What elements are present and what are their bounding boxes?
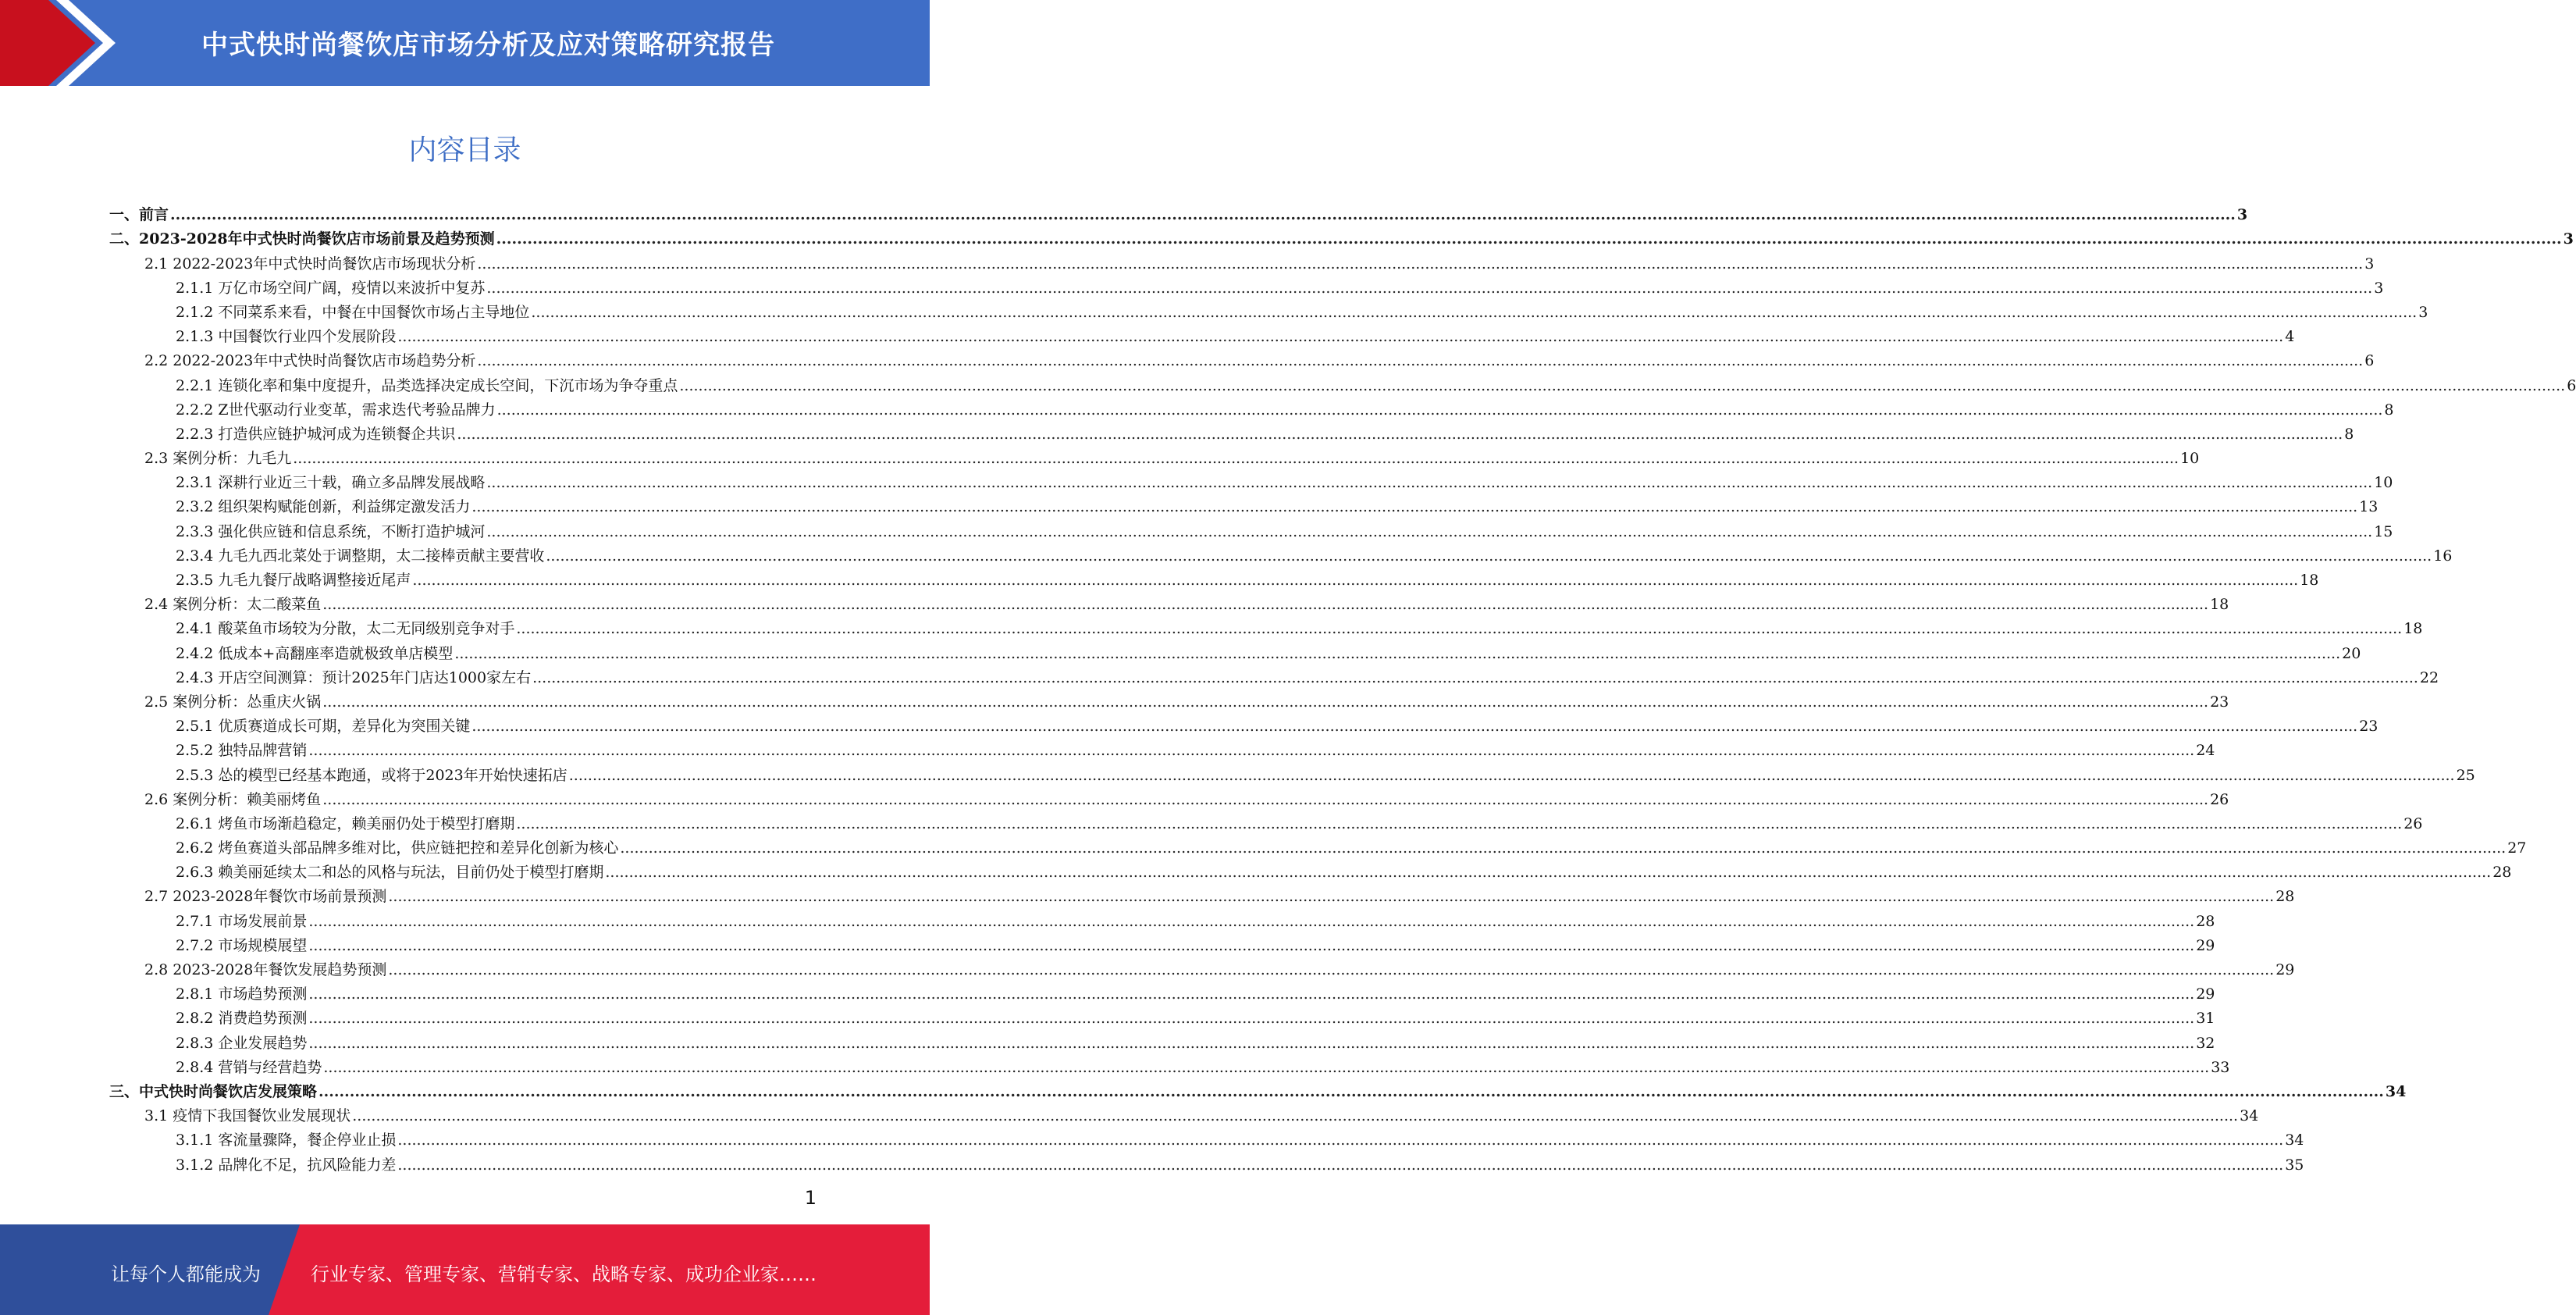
toc-entry[interactable] [109, 1076, 2407, 1100]
footer-slogan-left: 让每个人都能成为 [111, 1263, 261, 1285]
toc-leader-dots: ................................................................................................................................................................................................................................................................................................................................................................................................................ [308, 1010, 2195, 1028]
footer-slogan-right: 行业专家、管理专家、营销专家、战略专家、成功企业家…… [311, 1263, 817, 1285]
toc-entry-page: 28 [2492, 864, 2512, 882]
toc-entry-label: 2.5.2 独特品牌营销 [176, 742, 308, 760]
toc-leader-dots: ................................................................................................................................................................................................................................................................................................................................................................................................................ [486, 279, 2373, 297]
toc-entry-label: 2.3.1 深耕行业近三十载，确立多品牌发展战略 [176, 474, 486, 492]
page-number: 1 [804, 1187, 817, 1209]
toc-leader-dots: ................................................................................................................................................................................................................................................................................................................................................................................................................ [308, 936, 2195, 954]
toc-entry[interactable] [109, 637, 2361, 662]
toc-entry-page: 26 [2210, 790, 2229, 808]
toc-leader-dots: ................................................................................................................................................................................................................................................................................................................................................................................................................ [486, 522, 2373, 540]
toc-entry-page: 3 [2418, 303, 2428, 321]
toc-entry-page: 3 [2236, 206, 2248, 224]
toc-entry[interactable] [109, 613, 2423, 638]
toc-entry-label: 2.6.3 赖美丽延续太二和怂的风格与玩法，目前仍处于模型打磨期 [176, 864, 604, 882]
toc-leader-dots: ................................................................................................................................................................................................................................................................................................................................................................................................................ [322, 693, 2209, 711]
toc-entry[interactable] [109, 905, 2215, 930]
toc-entry-page: 6 [2567, 376, 2576, 394]
toc-entry-page: 3 [2364, 255, 2375, 273]
header-banner [0, 0, 930, 86]
toc-entry-label: 2.5 案例分析：怂重庆火锅 [144, 693, 322, 711]
toc-leader-dots: ................................................................................................................................................................................................................................................................................................................................................................................................................ [397, 1156, 2284, 1174]
toc-leader-dots: ................................................................................................................................................................................................................................................................................................................................................................................................................ [388, 888, 2275, 906]
toc-entry[interactable] [109, 369, 2576, 394]
toc-entry-page: 8 [2384, 401, 2394, 419]
toc-entry[interactable] [109, 759, 2475, 784]
toc-entry-label: 2.4.3 开店空间测算：预计2025年门店达1000家左右 [176, 668, 532, 686]
toc-entry-label: 2.7.2 市场规模展望 [176, 936, 308, 954]
toc-entry-label: 3.1.2 品牌化不足，抗风险能力差 [176, 1156, 397, 1174]
toc-entry-label: 2.2.3 打造供应链护城河成为连锁餐企共识 [176, 425, 456, 443]
toc-entry[interactable] [109, 321, 2295, 346]
table-of-contents [109, 199, 2576, 1174]
toc-entry-page: 29 [2275, 961, 2295, 978]
toc-entry[interactable] [109, 1027, 2215, 1052]
toc-entry-label: 一、前言 [109, 206, 169, 224]
toc-entry-label: 2.6 案例分析：赖美丽烤鱼 [144, 790, 322, 808]
toc-entry-label: 2.8.4 营销与经营趋势 [176, 1058, 322, 1076]
toc-entry-label: 2.8.2 消费趋势预测 [176, 1010, 308, 1028]
footer-banner [0, 1224, 930, 1315]
toc-leader-dots: ................................................................................................................................................................................................................................................................................................................................................................................................................ [532, 668, 2418, 686]
toc-leader-dots: ................................................................................................................................................................................................................................................................................................................................................................................................................ [546, 547, 2432, 565]
toc-entry[interactable] [109, 808, 2423, 832]
toc-entry-label: 2.1.3 中国餐饮行业四个发展阶段 [176, 328, 397, 346]
toc-entry-page: 3 [2563, 230, 2574, 248]
toc-entry-page: 18 [2403, 620, 2423, 638]
toc-entry[interactable] [109, 297, 2428, 321]
toc-entry[interactable] [109, 589, 2229, 614]
toc-entry[interactable] [109, 1100, 2259, 1125]
toc-entry-page: 34 [2240, 1107, 2259, 1125]
toc-entry[interactable] [109, 467, 2393, 492]
toc-leader-dots: ................................................................................................................................................................................................................................................................................................................................................................................................................ [620, 839, 2507, 857]
toc-entry-page: 15 [2374, 522, 2393, 540]
toc-entry-page: 27 [2507, 839, 2527, 857]
toc-leader-dots: ................................................................................................................................................................................................................................................................................................................................................................................................................ [412, 572, 2299, 589]
toc-entry-page: 35 [2285, 1156, 2304, 1174]
toc-leader-dots: ................................................................................................................................................................................................................................................................................................................................................................................................................ [388, 961, 2275, 978]
toc-entry-label: 2.3 案例分析：九毛九 [144, 450, 292, 468]
toc-entry[interactable] [109, 881, 2295, 906]
toc-entry-page: 18 [2210, 596, 2229, 614]
toc-leader-dots: ................................................................................................................................................................................................................................................................................................................................................................................................................ [516, 814, 2403, 832]
toc-entry-label: 2.2.2 Z世代驱动行业变革，需求迭代考验品牌力 [176, 401, 496, 419]
toc-entry-page: 23 [2359, 718, 2379, 736]
toc-leader-dots: ................................................................................................................................................................................................................................................................................................................................................................................................................ [496, 401, 2383, 419]
toc-entry[interactable] [109, 1149, 2304, 1174]
toc-entry[interactable] [109, 662, 2439, 686]
toc-leader-dots: ................................................................................................................................................................................................................................................................................................................................................................................................................ [477, 255, 2364, 273]
toc-entry[interactable] [109, 394, 2394, 419]
toc-entry-label: 2.3.4 九毛九西北菜处于调整期，太二接棒贡献主要营收 [176, 547, 545, 565]
toc-entry[interactable] [109, 199, 2248, 224]
toc-entry-page: 26 [2403, 814, 2423, 832]
toc-leader-dots: ................................................................................................................................................................................................................................................................................................................................................................................................................ [308, 912, 2195, 930]
toc-leader-dots: ................................................................................................................................................................................................................................................................................................................................................................................................................ [308, 985, 2195, 1003]
toc-leader-dots: ................................................................................................................................................................................................................................................................................................................................................................................................................ [323, 1058, 2210, 1076]
toc-leader-dots: ................................................................................................................................................................................................................................................................................................................................................................................................................ [457, 425, 2343, 443]
toc-entry[interactable] [109, 735, 2215, 760]
toc-leader-dots: ................................................................................................................................................................................................................................................................................................................................................................................................................ [308, 742, 2195, 760]
toc-entry-label: 2.4 案例分析：太二酸菜鱼 [144, 596, 322, 614]
toc-entry[interactable] [109, 443, 2200, 468]
toc-leader-dots: ................................................................................................................................................................................................................................................................................................................................................................................................................ [397, 1131, 2284, 1149]
toc-leader-dots: ................................................................................................................................................................................................................................................................................................................................................................................................................ [322, 790, 2209, 808]
toc-leader-dots: ................................................................................................................................................................................................................................................................................................................................................................................................................ [516, 620, 2403, 638]
toc-entry[interactable] [109, 273, 2384, 297]
toc-entry-page: 10 [2180, 450, 2200, 468]
toc-entry-label: 2.1 2022-2023年中式快时尚餐饮店市场现状分析 [144, 255, 476, 273]
toc-leader-dots: ................................................................................................................................................................................................................................................................................................................................................................................................................ [477, 352, 2364, 370]
toc-entry-label: 2.2.1 连锁化率和集中度提升，品类选择决定成长空间，下沉市场为争夺重点 [176, 376, 678, 394]
toc-entry[interactable] [109, 1003, 2215, 1028]
toc-entry[interactable] [109, 978, 2215, 1003]
toc-entry-label: 二、2023-2028年中式快时尚餐饮店市场前景及趋势预测 [109, 230, 495, 248]
toc-entry-page: 34 [2285, 1131, 2304, 1149]
toc-entry[interactable] [109, 1124, 2304, 1149]
toc-entry[interactable] [109, 565, 2319, 589]
toc-leader-dots: ................................................................................................................................................................................................................................................................................................................................................................................................................ [531, 303, 2418, 321]
toc-entry[interactable] [109, 223, 2574, 248]
toc-entry-page: 3 [2374, 279, 2384, 297]
toc-entry-label: 2.7.1 市场发展前景 [176, 912, 308, 930]
toc-entry-page: 28 [2275, 888, 2295, 906]
toc-entry-page: 28 [2196, 912, 2215, 930]
toc-title: 内容目录 [408, 134, 521, 166]
toc-entry[interactable] [109, 832, 2527, 857]
toc-entry-page: 8 [2344, 425, 2354, 443]
toc-leader-dots: ................................................................................................................................................................................................................................................................................................................................................................................................................ [568, 766, 2455, 784]
toc-entry[interactable] [109, 954, 2295, 978]
toc-entry[interactable] [109, 540, 2453, 565]
report-title: 中式快时尚餐饮店市场分析及应对策略研究报告 [201, 30, 775, 61]
toc-entry[interactable] [109, 711, 2379, 736]
toc-entry[interactable] [109, 1052, 2230, 1076]
toc-entry[interactable] [109, 784, 2229, 808]
toc-leader-dots: ................................................................................................................................................................................................................................................................................................................................................................................................................ [496, 230, 2562, 248]
toc-leader-dots: ................................................................................................................................................................................................................................................................................................................................................................................................................ [170, 206, 2236, 224]
toc-entry-label: 2.3.3 强化供应链和信息系统，不断打造护城河 [176, 522, 486, 540]
toc-entry-label: 三、中式快时尚餐饮店发展策略 [109, 1082, 318, 1100]
toc-entry-page: 22 [2419, 668, 2439, 686]
toc-entry-page: 20 [2342, 644, 2361, 662]
toc-entry-page: 34 [2385, 1082, 2407, 1100]
toc-entry-page: 10 [2374, 474, 2393, 492]
toc-entry-label: 2.4.2 低成本+高翻座率造就极致单店模型 [176, 644, 454, 662]
toc-entry-page: 24 [2196, 742, 2215, 760]
toc-entry-page: 16 [2433, 547, 2453, 565]
toc-entry-label: 2.6.1 烤鱼市场渐趋稳定，赖美丽仍处于模型打磨期 [176, 814, 515, 832]
toc-leader-dots: ................................................................................................................................................................................................................................................................................................................................................................................................................ [679, 376, 2566, 394]
toc-entry-page: 6 [2364, 352, 2375, 370]
toc-entry[interactable] [109, 515, 2393, 540]
toc-entry-label: 2.8.1 市场趋势预测 [176, 985, 308, 1003]
toc-entry-page: 31 [2196, 1010, 2215, 1028]
toc-entry[interactable] [109, 419, 2354, 443]
toc-entry-label: 2.3.5 九毛九餐厅战略调整接近尾声 [176, 572, 411, 589]
toc-entry-page: 29 [2196, 936, 2215, 954]
toc-leader-dots: ................................................................................................................................................................................................................................................................................................................................................................................................................ [486, 474, 2373, 492]
toc-leader-dots: ................................................................................................................................................................................................................................................................................................................................................................................................................ [471, 718, 2358, 736]
toc-entry-label: 2.2 2022-2023年中式快时尚餐饮店市场趋势分析 [144, 352, 476, 370]
toc-entry-label: 2.8.3 企业发展趋势 [176, 1034, 308, 1052]
toc-entry-page: 25 [2456, 766, 2475, 784]
toc-entry-label: 2.1.1 万亿市场空间广阔，疫情以来波折中复苏 [176, 279, 486, 297]
toc-leader-dots: ................................................................................................................................................................................................................................................................................................................................................................................................................ [605, 864, 2492, 882]
toc-entry[interactable] [109, 930, 2215, 954]
toc-entry-label: 2.4.1 酸菜鱼市场较为分散，太二无同级别竞争对手 [176, 620, 515, 638]
toc-entry-label: 3.1 疫情下我国餐饮业发展现状 [144, 1107, 351, 1125]
toc-entry-label: 2.5.3 怂的模型已经基本跑通，或将于2023年开始快速拓店 [176, 766, 568, 784]
toc-entry-page: 29 [2196, 985, 2215, 1003]
toc-entry-page: 33 [2211, 1058, 2230, 1076]
toc-leader-dots: ................................................................................................................................................................................................................................................................................................................................................................................................................ [308, 1034, 2195, 1052]
toc-entry-label: 2.7 2023-2028年餐饮市场前景预测 [144, 888, 387, 906]
toc-entry-page: 18 [2300, 572, 2319, 589]
toc-entry-page: 13 [2359, 498, 2379, 516]
toc-leader-dots: ................................................................................................................................................................................................................................................................................................................................................................................................................ [471, 498, 2358, 516]
toc-leader-dots: ................................................................................................................................................................................................................................................................................................................................................................................................................ [454, 644, 2341, 662]
toc-entry[interactable] [109, 345, 2375, 370]
toc-entry-label: 2.3.2 组织架构赋能创新，利益绑定激发活力 [176, 498, 471, 516]
toc-entry[interactable] [109, 686, 2229, 711]
toc-entry-page: 23 [2210, 693, 2229, 711]
toc-leader-dots: ................................................................................................................................................................................................................................................................................................................................................................................................................ [318, 1082, 2384, 1100]
toc-entry-page: 32 [2196, 1034, 2215, 1052]
toc-entry-label: 2.1.2 不同菜系来看，中餐在中国餐饮市场占主导地位 [176, 303, 530, 321]
toc-entry-label: 2.5.1 优质赛道成长可期，差异化为突围关键 [176, 718, 471, 736]
toc-leader-dots: ................................................................................................................................................................................................................................................................................................................................................................................................................ [397, 328, 2284, 346]
toc-leader-dots: ................................................................................................................................................................................................................................................................................................................................................................................................................ [322, 596, 2209, 614]
toc-entry[interactable] [109, 857, 2512, 882]
toc-leader-dots: ................................................................................................................................................................................................................................................................................................................................................................................................................ [352, 1107, 2239, 1125]
toc-entry-label: 2.6.2 烤鱼赛道头部品牌多维对比，供应链把控和差异化创新为核心 [176, 839, 619, 857]
toc-entry-page: 4 [2285, 328, 2295, 346]
toc-entry-label: 3.1.1 客流量骤降，餐企停业止损 [176, 1131, 397, 1149]
toc-entry-label: 2.8 2023-2028年餐饮发展趋势预测 [144, 961, 387, 978]
toc-entry[interactable] [109, 491, 2379, 516]
toc-leader-dots: ................................................................................................................................................................................................................................................................................................................................................................................................................ [293, 450, 2179, 468]
toc-entry[interactable] [109, 248, 2375, 273]
